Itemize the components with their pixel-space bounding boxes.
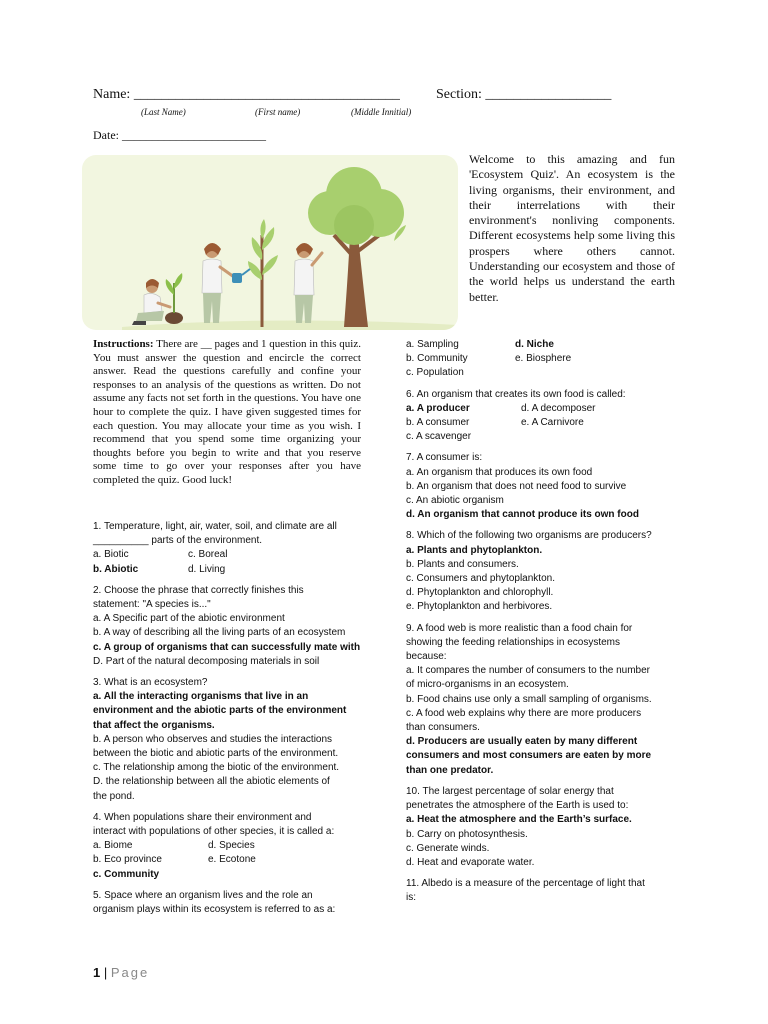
question-text: 11. Albedo is a measure of the percentage of light that (406, 878, 645, 890)
question-4 (93, 811, 383, 882)
instructions-text: There are __ pages and 1 question in this quiz. You must answer the question and encircle the correct answer. Read the questions carefully and confine your responses to an analysis of the questions as written. Do not assume any facts not set forth in the questions. You have one hour to complete the quiz. I have given suggested times for each question. You may allocate your time as you wish. I recommend that you spend some time organizing your thoughts before you begin to write and that you reserve some time to go over your responses after you have completed the quiz. Good luck! (93, 338, 361, 486)
question-6 (406, 388, 696, 445)
question-5-options (406, 338, 696, 381)
answer-option[interactable]: c. Boreal (188, 549, 228, 561)
question-text: __________ parts of the environment. (93, 535, 263, 547)
answer-option[interactable]: d. Phytoplankton and chlorophyll. (406, 587, 554, 599)
question-text: 5. Space where an organism lives and the role an (93, 889, 313, 901)
answer-option-correct[interactable]: a. All the interacting organisms that live in an (93, 691, 309, 703)
answer-option[interactable]: b. Food chains use only a small sampling of organisms. (406, 693, 652, 705)
young-plant-icon (248, 219, 278, 327)
question-text: 4. When populations share their environment and (93, 811, 312, 823)
intro-paragraph: Welcome to this amazing and fun 'Ecosystem Quiz'. An ecosystem is the living organisms, their environment, and their interrelations with their environment's nonliving components. Different ecosystems help some living this prospers where others cannot. Understanding our ecosystem and those of the world helps us understand the earth better. (469, 152, 675, 304)
person-standing-icon (294, 243, 322, 323)
question-text: interact with populations of other species, it is called a: (93, 826, 335, 838)
last-name-caption: (Last Name) (141, 107, 186, 117)
answer-option[interactable]: b. Carry on photosynthesis. (406, 828, 528, 840)
answer-option[interactable]: d. A decomposer (521, 402, 596, 414)
answer-option[interactable]: e. Ecotone (208, 854, 256, 866)
question-1 (93, 520, 383, 577)
page-label: Page (110, 965, 150, 980)
left-question-column (93, 520, 383, 924)
answer-option-correct[interactable]: b. Abiotic (93, 563, 139, 575)
question-5 (93, 889, 383, 917)
answer-option[interactable]: D. Part of the natural decomposing materials in soil (93, 655, 320, 667)
answer-option-correct[interactable]: than one predator. (406, 764, 494, 776)
answer-option-correct[interactable]: consumers and most consumers are eaten by more (406, 750, 652, 762)
sprout-icon (165, 273, 183, 324)
growth-stages-graphic (82, 155, 458, 330)
answer-option-correct[interactable]: a. Heat the atmosphere and the Earth’s surface. (406, 814, 632, 826)
question-9 (406, 622, 696, 778)
answer-option[interactable]: e. Phytoplankton and herbivores. (406, 601, 553, 613)
question-text: organism plays within its ecosystem is referred to as a: (93, 904, 336, 916)
answer-option[interactable]: c. A scavenger (406, 431, 472, 443)
question-text: is: (406, 892, 416, 904)
person-crouching-icon (132, 279, 170, 325)
question-11 (406, 877, 696, 905)
instructions-label: Instructions: (93, 338, 154, 350)
answer-option-correct[interactable]: d. Producers are usually eaten by many different (406, 736, 638, 748)
answer-option-correct[interactable]: that affect the organisms. (93, 719, 215, 731)
answer-option-correct[interactable]: d. Niche (515, 339, 554, 350)
answer-option[interactable]: d. Heat and evaporate water. (406, 856, 535, 868)
answer-option[interactable]: a. Biotic (93, 549, 129, 561)
question-text: 2. Choose the phrase that correctly finishes this (93, 584, 304, 596)
answer-option[interactable]: c. The relationship among the biotic of the environment. (93, 762, 340, 774)
question-text: 10. The largest percentage of solar energy that (406, 785, 614, 797)
answer-option-correct[interactable]: a. A producer (406, 402, 470, 414)
instructions-paragraph (93, 338, 361, 488)
answer-option[interactable]: b. Community (406, 353, 468, 365)
question-text: showing the feeding relationships in ecosystems (406, 636, 621, 648)
section-field[interactable]: Section: __________________ (436, 87, 612, 102)
page-separator: | (100, 965, 111, 980)
first-name-caption: (First name) (255, 107, 301, 117)
answer-option[interactable]: the pond. (93, 790, 135, 802)
right-question-column (406, 338, 696, 913)
question-8 (406, 529, 696, 614)
answer-option[interactable]: a. It compares the number of consumers to the number (406, 665, 651, 677)
answer-option[interactable]: d. Species (208, 840, 255, 852)
answer-option[interactable]: c. Population (406, 367, 464, 379)
answer-option[interactable]: e. Biosphere (515, 353, 572, 365)
question-text: 9. A food web is more realistic than a food chain for (406, 622, 633, 634)
answer-option-correct[interactable]: environment and the abiotic parts of the environment (93, 705, 347, 717)
answer-option[interactable]: c. Consumers and phytoplankton. (406, 573, 555, 585)
answer-option[interactable]: b. Plants and consumers. (406, 558, 519, 570)
answer-option[interactable]: b. Eco province (93, 854, 162, 866)
question-7 (406, 451, 696, 522)
answer-option[interactable]: c. A food web explains why there are more producers (406, 707, 642, 719)
question-3 (93, 676, 383, 804)
answer-option-correct[interactable]: d. An organism that cannot produce its own food (406, 509, 639, 521)
answer-option[interactable]: a. Sampling (406, 339, 459, 350)
question-text: 7. A consumer is: (406, 452, 483, 464)
answer-option-correct[interactable]: c. A group of organisms that can successfully mate with (93, 641, 361, 653)
tree-icon (308, 167, 406, 327)
answer-option-correct[interactable]: c. Community (93, 868, 160, 880)
answer-option[interactable]: a. An organism that produces its own food (406, 466, 593, 478)
answer-option[interactable]: b. A consumer (406, 417, 470, 429)
answer-option[interactable]: b. An organism that does not need food to survive (406, 480, 627, 492)
page-number: 1 (93, 965, 101, 980)
answer-option[interactable]: D. the relationship between all the abiotic elements of (93, 776, 330, 788)
question-2 (93, 584, 383, 669)
question-text: statement: "A species is..." (93, 599, 211, 611)
answer-option[interactable]: e. A Carnivore (521, 417, 584, 429)
answer-option[interactable]: c. An abiotic organism (406, 495, 504, 507)
answer-option[interactable]: b. A way of describing all the living parts of an ecosystem (93, 627, 346, 639)
person-watering-icon (202, 243, 250, 323)
name-field[interactable]: Name: ______________________________________ (93, 87, 400, 102)
answer-option[interactable]: a. A Specific part of the abiotic environment (93, 613, 285, 625)
middle-initial-caption: (Middle Innitial) (351, 107, 412, 117)
question-text: penetrates the atmosphere of the Earth is used to: (406, 800, 629, 812)
answer-option[interactable]: of micro-organisms in an ecosystem. (406, 679, 569, 691)
question-text: because: (406, 651, 447, 663)
answer-option[interactable]: than consumers. (406, 722, 480, 734)
question-text: 8. Which of the following two organisms are producers? (406, 530, 652, 542)
date-field[interactable]: Date: ________________________ (93, 128, 266, 142)
page-footer (93, 965, 149, 980)
answer-option[interactable]: a. Biome (93, 840, 133, 852)
ecosystem-illustration (82, 155, 458, 330)
answer-option[interactable]: between the biotic and abiotic parts of the environment. (93, 748, 339, 760)
question-text: 3. What is an ecosystem? (93, 677, 208, 689)
answer-option[interactable]: b. A person who observes and studies the interactions (93, 733, 333, 745)
answer-option[interactable]: d. Living (188, 563, 226, 575)
question-10 (406, 785, 696, 870)
answer-option-correct[interactable]: a. Plants and phytoplankton. (406, 544, 543, 556)
question-text: 6. An organism that creates its own food is called: (406, 388, 626, 400)
question-text: 1. Temperature, light, air, water, soil, and climate are all (93, 521, 337, 532)
answer-option[interactable]: c. Generate winds. (406, 842, 490, 854)
